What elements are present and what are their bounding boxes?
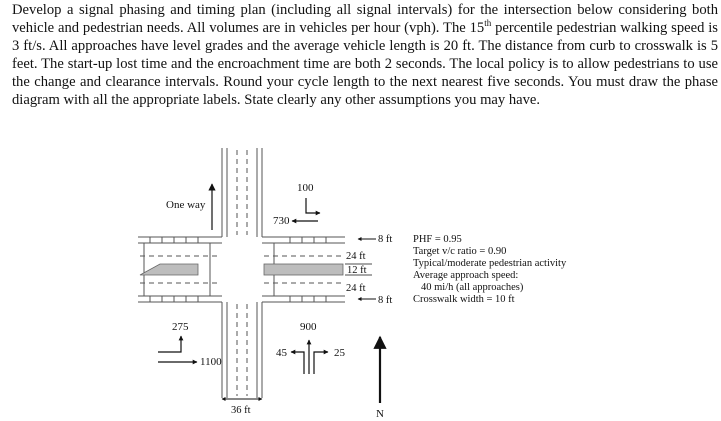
design-notes	[413, 234, 567, 305]
one-way-label: One way	[166, 199, 206, 211]
lanes-top-width: 24 ft	[346, 251, 366, 262]
median-width: 12 ft	[347, 265, 367, 276]
northbound-right-arrow-icon	[314, 352, 328, 374]
lanes-bottom-width: 24 ft	[346, 283, 366, 294]
northbound-thru-volume: 900	[300, 321, 317, 333]
sidewalk-bottom-width: 8 ft	[378, 295, 393, 306]
northbound-right-volume: 25	[334, 347, 345, 359]
road-width-label: 36 ft	[231, 405, 251, 416]
sidewalk-top-width: 8 ft	[378, 234, 393, 245]
note-phf: PHF = 0.95	[413, 234, 462, 245]
westbound-left-volume: 275	[172, 321, 189, 333]
note-crosswalk-width: Crosswalk width = 10 ft	[413, 294, 515, 305]
problem-text-part1: Develop a signal phasing and timing plan (including all signal intervals) for the intersection below considering both vehicle and pedestrian needs. All volumes are in vehicles per hour (vph). The 15	[12, 2, 718, 36]
north-label: N	[376, 408, 384, 420]
note-pedestrian: Typical/moderate pedestrian activity	[413, 258, 567, 269]
west-median	[140, 264, 198, 275]
east-median	[264, 264, 343, 275]
note-speed-heading: Average approach speed:	[413, 270, 519, 281]
westbound-thru-volume: 1100	[200, 356, 222, 368]
problem-text-part2: percentile pedestrian walking speed is 3 ft/s. All approaches have level grades and the average vehicle length is 20 ft. The distance from curb to crosswalk is 5 feet. The start-up lost time and the encroachment time are both 2 seconds. The local policy is to allow pedestrians to use the change and clearance intervals. Round your cycle length to the next nearest five seconds. You must draw the phase diagram with all the appropriate labels. State clearly any other assumptions you may have.	[12, 19, 718, 108]
note-vc-ratio: Target v/c ratio = 0.90	[413, 246, 507, 257]
westbound-left-arrow-icon	[158, 336, 181, 352]
southbound-right-volume: 100	[297, 182, 314, 194]
southbound-right-arrow-icon	[306, 198, 320, 213]
northbound-left-volume: 45	[276, 347, 287, 359]
southbound-thru-volume: 730	[273, 215, 290, 227]
northbound-left-arrow-icon	[291, 352, 304, 374]
note-speed-value: 40 mi/h (all approaches)	[421, 282, 524, 293]
ordinal-suffix: th	[484, 18, 492, 29]
